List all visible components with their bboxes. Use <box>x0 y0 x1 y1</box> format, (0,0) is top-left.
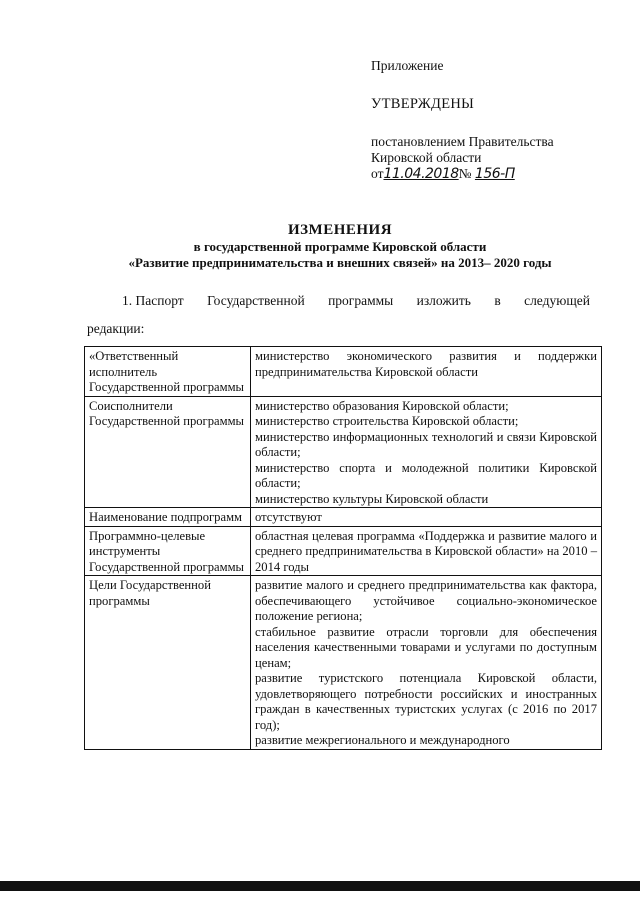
list-item: отсутствуют <box>255 510 322 524</box>
table-row <box>85 396 602 508</box>
decree-line-2: Кировской области <box>371 150 482 165</box>
intro-line-2: редакции: <box>87 321 145 336</box>
row-label: Цели Государственной программы <box>85 576 251 750</box>
number-prefix: № <box>458 166 472 181</box>
intro-word: в <box>494 293 501 308</box>
list-item: развитие межрегионального и международного <box>255 733 510 747</box>
decree-date-line <box>371 166 621 182</box>
passport-table <box>84 346 602 750</box>
heading-line-2: в государственной программе Кировской области <box>193 239 487 254</box>
intro-word: 1. Паспорт <box>122 293 184 308</box>
list-item: развитие малого и среднего предпринимательства как фактора, обеспечивающего устойчивое социально-экономическое положение региона; <box>255 578 597 623</box>
list-item: министерство спорта и молодежной политики Кировской области; <box>255 460 597 490</box>
table-row <box>85 576 602 750</box>
intro-word: следующей <box>524 293 590 308</box>
list-item: развитие туристского потенциала Кировской области, удовлетворяющего потребности российских и иностранных граждан в качественных туристских услугах (с 2016 по 2017 год); <box>255 671 597 732</box>
decree-line-1: постановлением Правительства <box>371 134 554 149</box>
intro-word: изложить <box>416 293 471 308</box>
document-title: ИЗМЕНЕНИЯ <box>287 222 393 238</box>
approved-label: УТВЕРЖДЕНЫ <box>371 96 475 112</box>
intro-word: Государственной <box>207 293 305 308</box>
annex-label: Приложение <box>371 58 444 73</box>
list-item: министерство информационных технологий и связи Кировской области; <box>255 429 597 459</box>
row-value <box>251 396 602 508</box>
decree-block <box>371 134 621 182</box>
row-label: Наименование подпрограмм <box>85 508 251 527</box>
heading-line-3: «Развитие предпринимательства и внешних связей» на 2013– 2020 годы <box>128 255 552 270</box>
list-item: министерство строительства Кировской области; <box>255 414 519 428</box>
decree-number: 156-П <box>474 166 515 182</box>
intro-line-1 <box>87 292 590 310</box>
row-value <box>251 347 602 397</box>
row-label: Программно-целевые инструменты Государственной программы <box>85 526 251 576</box>
row-label: Соисполнители Государственной программы <box>85 396 251 508</box>
list-item: министерство культуры Кировской области <box>255 491 489 506</box>
approval-block <box>371 58 621 182</box>
list-item: министерство экономического развития и поддержки предпринимательства Кировской области <box>255 349 597 379</box>
date-prefix: от <box>371 166 384 181</box>
row-value <box>251 576 602 750</box>
document-heading <box>60 221 620 271</box>
intro-paragraph <box>87 292 590 338</box>
list-item: министерство образования Кировской области; <box>255 398 509 413</box>
intro-word: программы <box>328 293 394 308</box>
row-value <box>251 526 602 576</box>
row-value <box>251 508 602 527</box>
table-row <box>85 526 602 576</box>
table-row <box>85 347 602 397</box>
table-row <box>85 508 602 527</box>
row-label: «Ответственный исполнитель Государственной программы <box>85 347 251 397</box>
list-item: областная целевая программа «Поддержка и развитие малого и среднего предпринимательства в Кировской области» на 2010 – 2014 годы <box>255 528 597 574</box>
scan-edge-bar <box>0 881 640 891</box>
decree-date: 11.04.2018 <box>383 166 459 182</box>
list-item: стабильное развитие отрасли торговли для обеспечения населения качественными товарами и услугами по доступным ценам; <box>255 624 597 670</box>
